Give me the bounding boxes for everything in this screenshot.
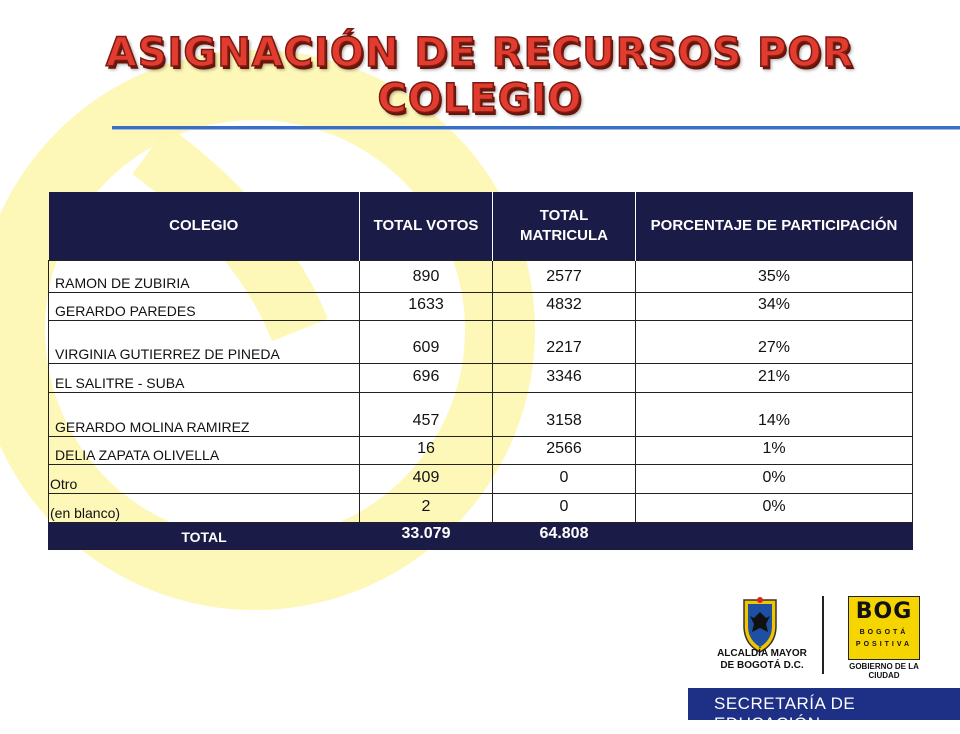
total-porcentaje — [636, 522, 913, 549]
table-row — [49, 464, 913, 493]
header-total-matricula: TOTAL MATRICULA — [493, 192, 636, 260]
cell-votos: 2 — [360, 493, 493, 522]
cell-colegio: DELIA ZAPATA OLIVELLA — [49, 436, 360, 464]
total-votos: 33.079 — [360, 522, 493, 549]
cell-votos: 890 — [360, 260, 493, 292]
cell-colegio: GERARDO PAREDES — [49, 292, 360, 320]
cell-colegio: GERARDO MOLINA RAMIREZ — [49, 392, 360, 436]
page-title: ASIGNACIÓN DE RECURSOS POR COLEGIO — [105, 30, 855, 122]
bogota-shield-icon — [730, 596, 790, 654]
table-row — [49, 260, 913, 292]
cell-porcentaje: 0% — [636, 464, 913, 493]
bog-letters: BOG — [855, 599, 913, 624]
bog-line2: POSITIVA — [855, 641, 913, 648]
cell-porcentaje: 21% — [636, 363, 913, 392]
table-row — [49, 392, 913, 436]
alcaldia-line1: ALCALDÍA MAYOR — [717, 648, 807, 659]
total-label: TOTAL — [49, 522, 360, 549]
secretaria-banner — [688, 688, 960, 733]
cell-votos: 696 — [360, 363, 493, 392]
logo-divider — [822, 596, 824, 674]
cell-colegio: EL SALITRE - SUBA — [49, 363, 360, 392]
cell-porcentaje: 1% — [636, 436, 913, 464]
table-row — [49, 493, 913, 522]
table-row — [49, 292, 913, 320]
cell-votos: 409 — [360, 464, 493, 493]
cell-colegio: (en blanco) — [49, 493, 360, 522]
gobierno-label: GOBIERNO DE LA CIUDAD — [849, 662, 919, 680]
cell-votos: 609 — [360, 320, 493, 363]
table-header-row — [49, 192, 913, 260]
secretaria-label: SECRETARÍA DE EDUCACIÓN — [714, 694, 856, 733]
cell-porcentaje: 14% — [636, 392, 913, 436]
alcaldia-line2: DE BOGOTÁ D.C. — [720, 660, 804, 671]
cell-matricula: 4832 — [493, 292, 636, 320]
cell-votos: 16 — [360, 436, 493, 464]
cell-porcentaje: 34% — [636, 292, 913, 320]
cell-votos: 457 — [360, 392, 493, 436]
resources-table — [48, 192, 913, 550]
cell-matricula: 2566 — [493, 436, 636, 464]
cell-colegio: Otro — [49, 464, 360, 493]
table-row — [49, 320, 913, 363]
header-total-votos: TOTAL VOTOS — [360, 192, 493, 260]
cell-porcentaje: 27% — [636, 320, 913, 363]
alcaldia-label — [712, 648, 812, 672]
header-colegio: COLEGIO — [49, 192, 360, 260]
cell-porcentaje: 35% — [636, 260, 913, 292]
footer-logos — [712, 596, 932, 682]
total-matricula: 64.808 — [493, 522, 636, 549]
cell-matricula: 3158 — [493, 392, 636, 436]
total-row — [49, 522, 913, 549]
cell-matricula: 0 — [493, 464, 636, 493]
cell-porcentaje: 0% — [636, 493, 913, 522]
title-underline — [112, 126, 960, 130]
bogota-positiva-logo — [848, 596, 920, 660]
table-row — [49, 363, 913, 392]
cell-matricula: 2577 — [493, 260, 636, 292]
cell-votos: 1633 — [360, 292, 493, 320]
cell-colegio: VIRGINIA GUTIERREZ DE PINEDA — [49, 320, 360, 363]
table-row — [49, 436, 913, 464]
cell-matricula: 3346 — [493, 363, 636, 392]
cell-matricula: 2217 — [493, 320, 636, 363]
cell-colegio: RAMON DE ZUBIRIA — [49, 260, 360, 292]
cell-matricula: 0 — [493, 493, 636, 522]
header-porcentaje: PORCENTAJE DE PARTICIPACIÓN — [636, 192, 913, 260]
bog-line1: BOGOTÁ — [859, 629, 909, 636]
